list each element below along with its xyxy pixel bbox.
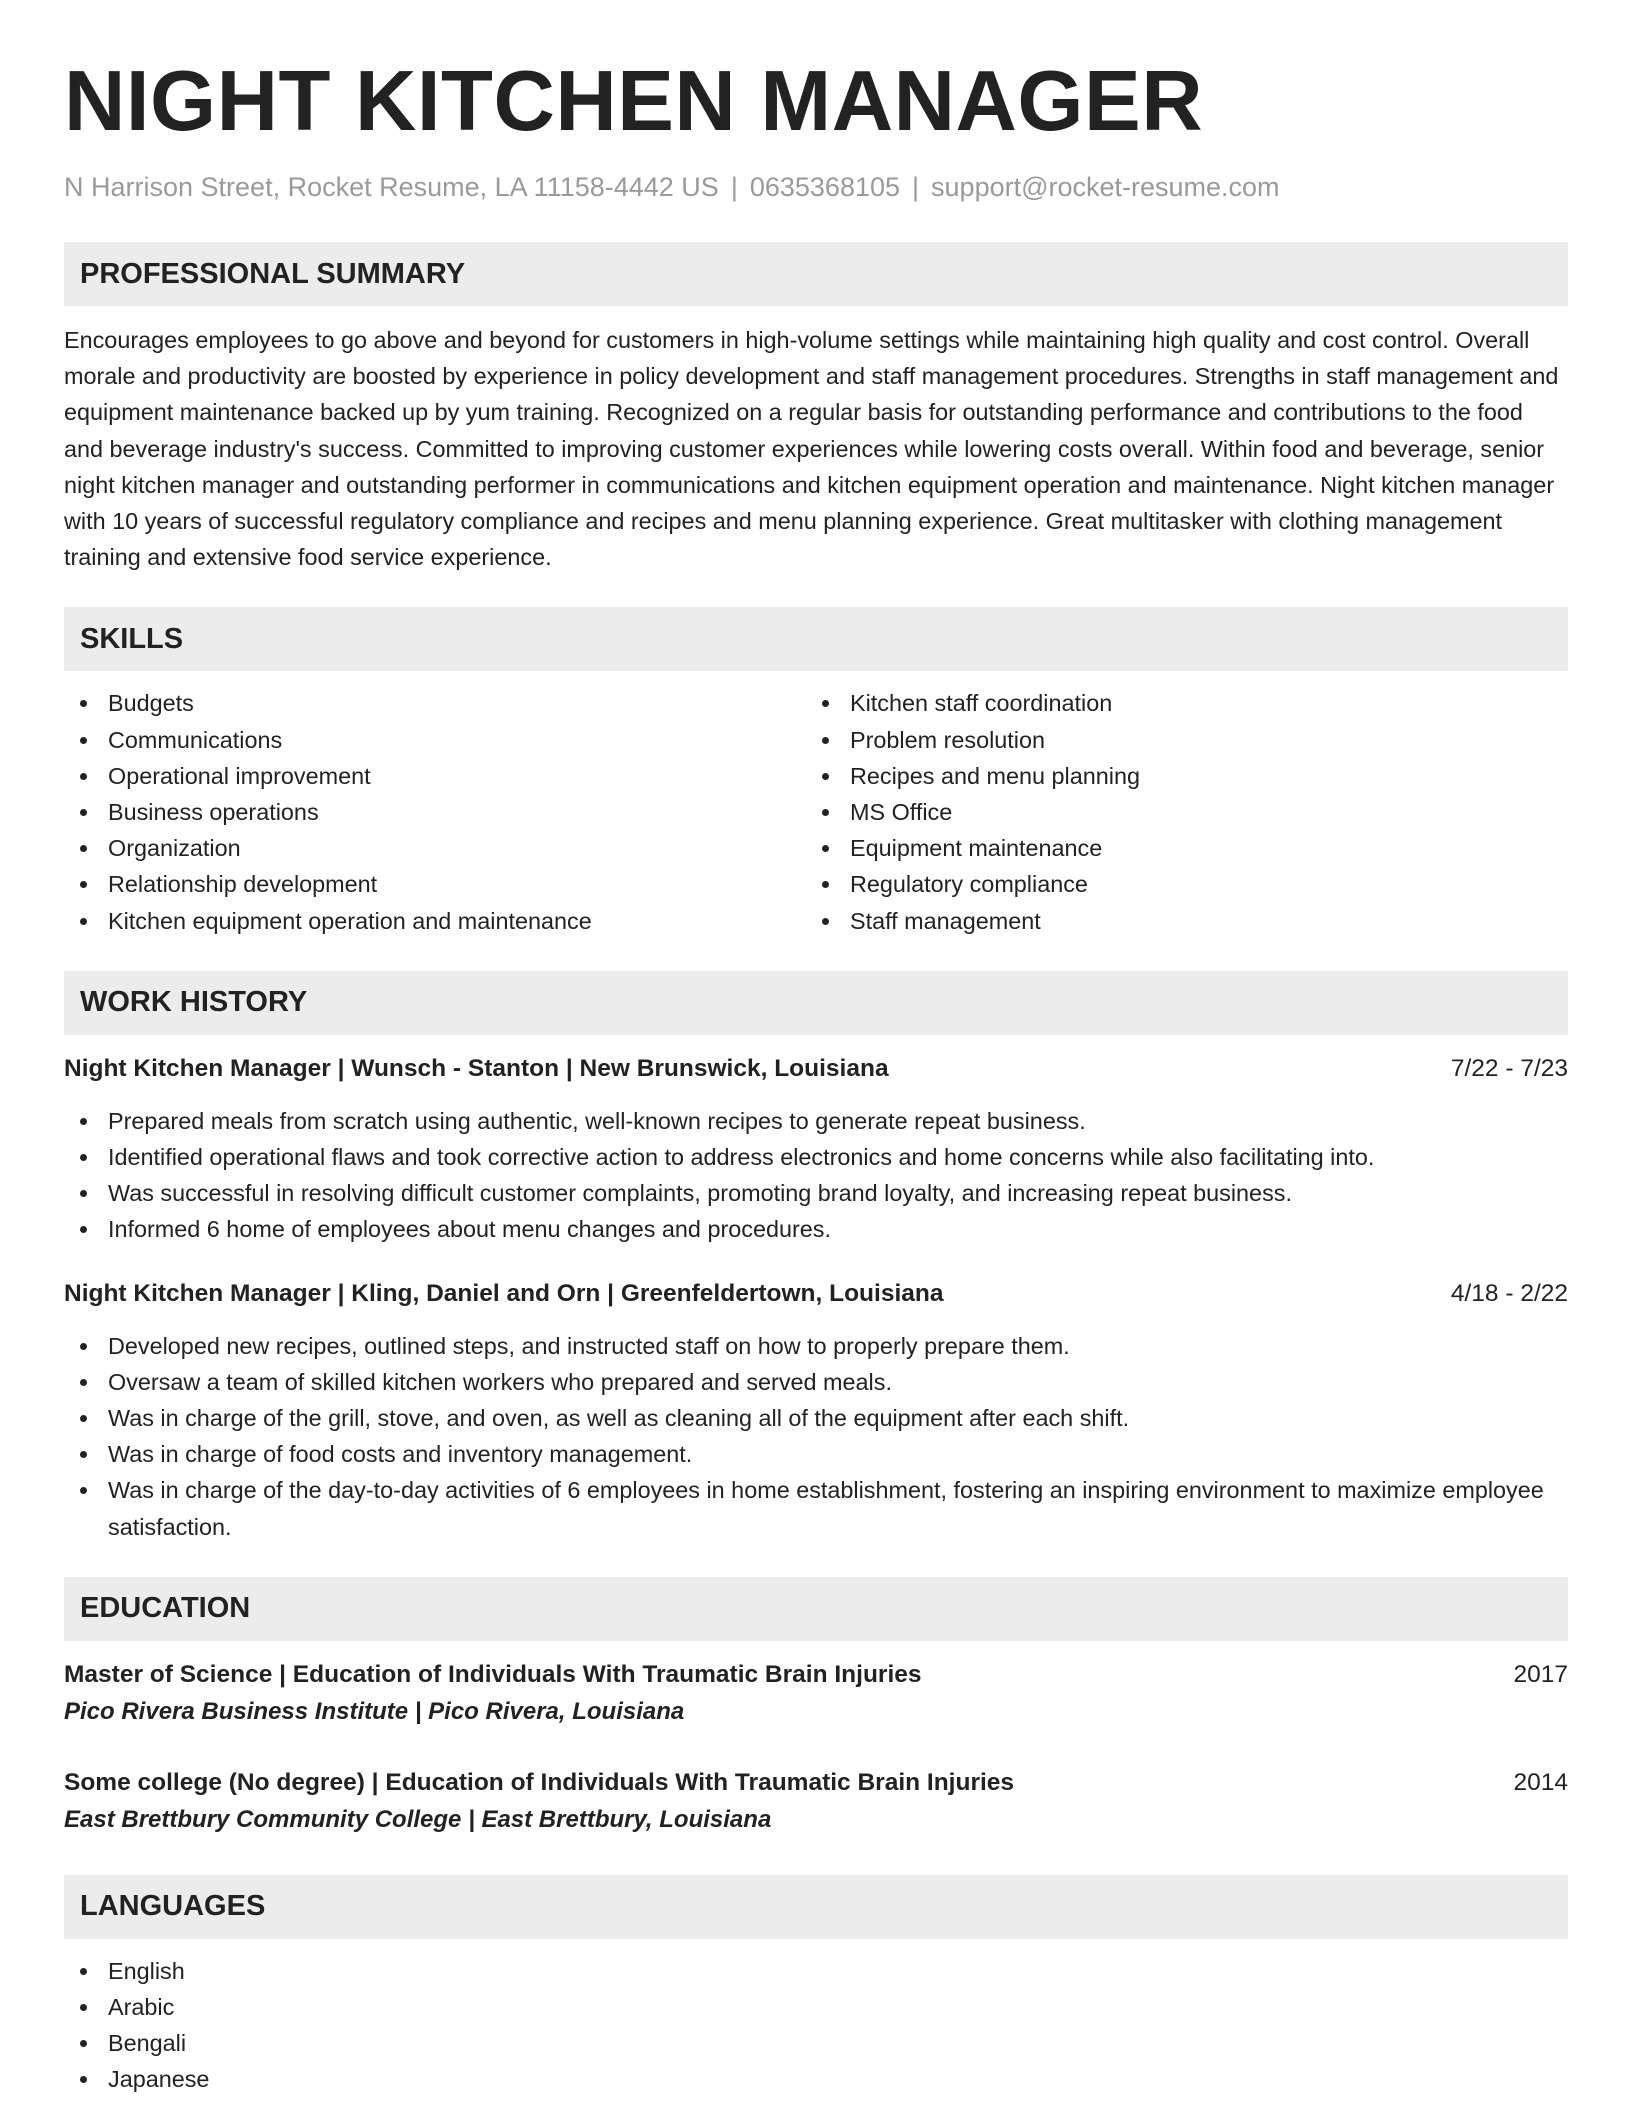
education-school: East Brettbury Community College | East Brettbury, Louisiana xyxy=(64,1805,772,1833)
job-bullet: Was in charge of the day-to-day activities of 6 employees in home establishment, fostering an inspiring environment to maximize employee satisfaction. xyxy=(64,1472,1568,1544)
skill-item: Organization xyxy=(64,830,806,866)
job-bullets xyxy=(64,1103,1568,1248)
job-bullet: Developed new recipes, outlined steps, and instructed staff on how to properly prepare them. xyxy=(64,1328,1568,1364)
job-dates: 4/18 - 2/22 xyxy=(1450,1279,1568,1307)
job-entry xyxy=(64,1276,1568,1545)
job-bullet: Oversaw a team of skilled kitchen workers who prepared and served meals. xyxy=(64,1364,1568,1400)
skill-item: Problem resolution xyxy=(806,722,1548,758)
skills-list xyxy=(64,685,1568,938)
skill-item: Operational improvement xyxy=(64,758,806,794)
job-header xyxy=(64,1051,1568,1087)
contact-address: N Harrison Street, Rocket Resume, LA 11158-4442 US xyxy=(64,172,719,202)
candidate-name: NIGHT KITCHEN MANAGER xyxy=(64,54,1204,149)
skill-item: Kitchen staff coordination xyxy=(806,685,1548,721)
skills-heading: SKILLS xyxy=(64,607,1568,671)
education-year: 2017 xyxy=(1513,1660,1568,1688)
job-bullet: Prepared meals from scratch using authentic, well-known recipes to generate repeat business. xyxy=(64,1103,1568,1139)
skill-item: Regulatory compliance xyxy=(806,866,1548,902)
skills-column-right xyxy=(806,685,1548,938)
work-history-heading: WORK HISTORY xyxy=(64,971,1568,1035)
contact-phone: 0635368105 xyxy=(749,172,901,202)
education-heading: EDUCATION xyxy=(64,1577,1568,1641)
contact-email[interactable]: support@rocket-resume.com xyxy=(931,172,1280,202)
skills-column-left xyxy=(64,685,806,938)
education-header xyxy=(64,1765,1568,1801)
job-bullet: Informed 6 home of employees about menu changes and procedures. xyxy=(64,1211,1568,1247)
job-bullet: Was in charge of the grill, stove, and oven, as well as cleaning all of the equipment after each shift. xyxy=(64,1400,1568,1436)
job-dates: 7/22 - 7/23 xyxy=(1450,1054,1568,1082)
skill-item: Recipes and menu planning xyxy=(806,758,1548,794)
education-year: 2014 xyxy=(1513,1768,1568,1796)
skill-item: Budgets xyxy=(64,685,806,721)
job-title: Night Kitchen Manager | Wunsch - Stanton | New Brunswick, Louisiana xyxy=(64,1054,889,1082)
language-item: Bengali xyxy=(64,2025,1568,2061)
education-degree: Master of Science | Education of Individuals With Traumatic Brain Injuries xyxy=(64,1660,922,1688)
language-item: Japanese xyxy=(64,2061,1568,2097)
education-school: Pico Rivera Business Institute | Pico Rivera, Louisiana xyxy=(64,1697,685,1725)
skill-item: Business operations xyxy=(64,794,806,830)
education-entry xyxy=(64,1657,1568,1731)
job-bullets xyxy=(64,1328,1568,1545)
job-header xyxy=(64,1276,1568,1312)
job-bullet: Was in charge of food costs and inventory management. xyxy=(64,1436,1568,1472)
skill-item: Communications xyxy=(64,722,806,758)
resume-page xyxy=(64,0,1568,2098)
languages-list xyxy=(64,1953,1568,2098)
job-entry xyxy=(64,1051,1568,1248)
summary-text: Encourages employees to go above and beyond for customers in high-volume settings while maintaining high quality and cost control. Overall morale and productivity are boosted by experience in policy development and staff management procedures. Strengths in staff management and equipment maintenance backed up by yum training. Recognized on a regular basis for outstanding performance and contributions to the food and beverage industry's success. Committed to improving customer experiences while lowering costs overall. Within food and beverage, senior night kitchen manager and outstanding performer in communications and kitchen equipment operation and maintenance. Night kitchen manager with 10 years of successful regulatory compliance and recipes and menu planning experience. Great multitasker with clothing management training and extensive food service experience. xyxy=(64,327,1559,571)
contact-separator: | xyxy=(912,172,920,202)
job-bullet: Identified operational flaws and took corrective action to address electronics and home concerns while also facilitating into. xyxy=(64,1139,1568,1175)
summary-heading: PROFESSIONAL SUMMARY xyxy=(64,242,1568,306)
skill-item: Relationship development xyxy=(64,866,806,902)
contact-line xyxy=(64,170,1568,204)
contact-separator: | xyxy=(730,172,738,202)
skill-item: MS Office xyxy=(806,794,1548,830)
languages-heading: LANGUAGES xyxy=(64,1875,1568,1939)
job-bullet: Was successful in resolving difficult customer complaints, promoting brand loyalty, and increasing repeat business. xyxy=(64,1175,1568,1211)
education-entry xyxy=(64,1765,1568,1839)
education-header xyxy=(64,1657,1568,1693)
language-item: English xyxy=(64,1953,1568,1989)
education-degree: Some college (No degree) | Education of Individuals With Traumatic Brain Injuries xyxy=(64,1768,1015,1796)
skill-item: Equipment maintenance xyxy=(806,830,1548,866)
language-item: Arabic xyxy=(64,1989,1568,2025)
job-title: Night Kitchen Manager | Kling, Daniel and Orn | Greenfeldertown, Louisiana xyxy=(64,1279,944,1307)
skill-item: Staff management xyxy=(806,903,1548,939)
skill-item: Kitchen equipment operation and maintenance xyxy=(64,903,806,939)
